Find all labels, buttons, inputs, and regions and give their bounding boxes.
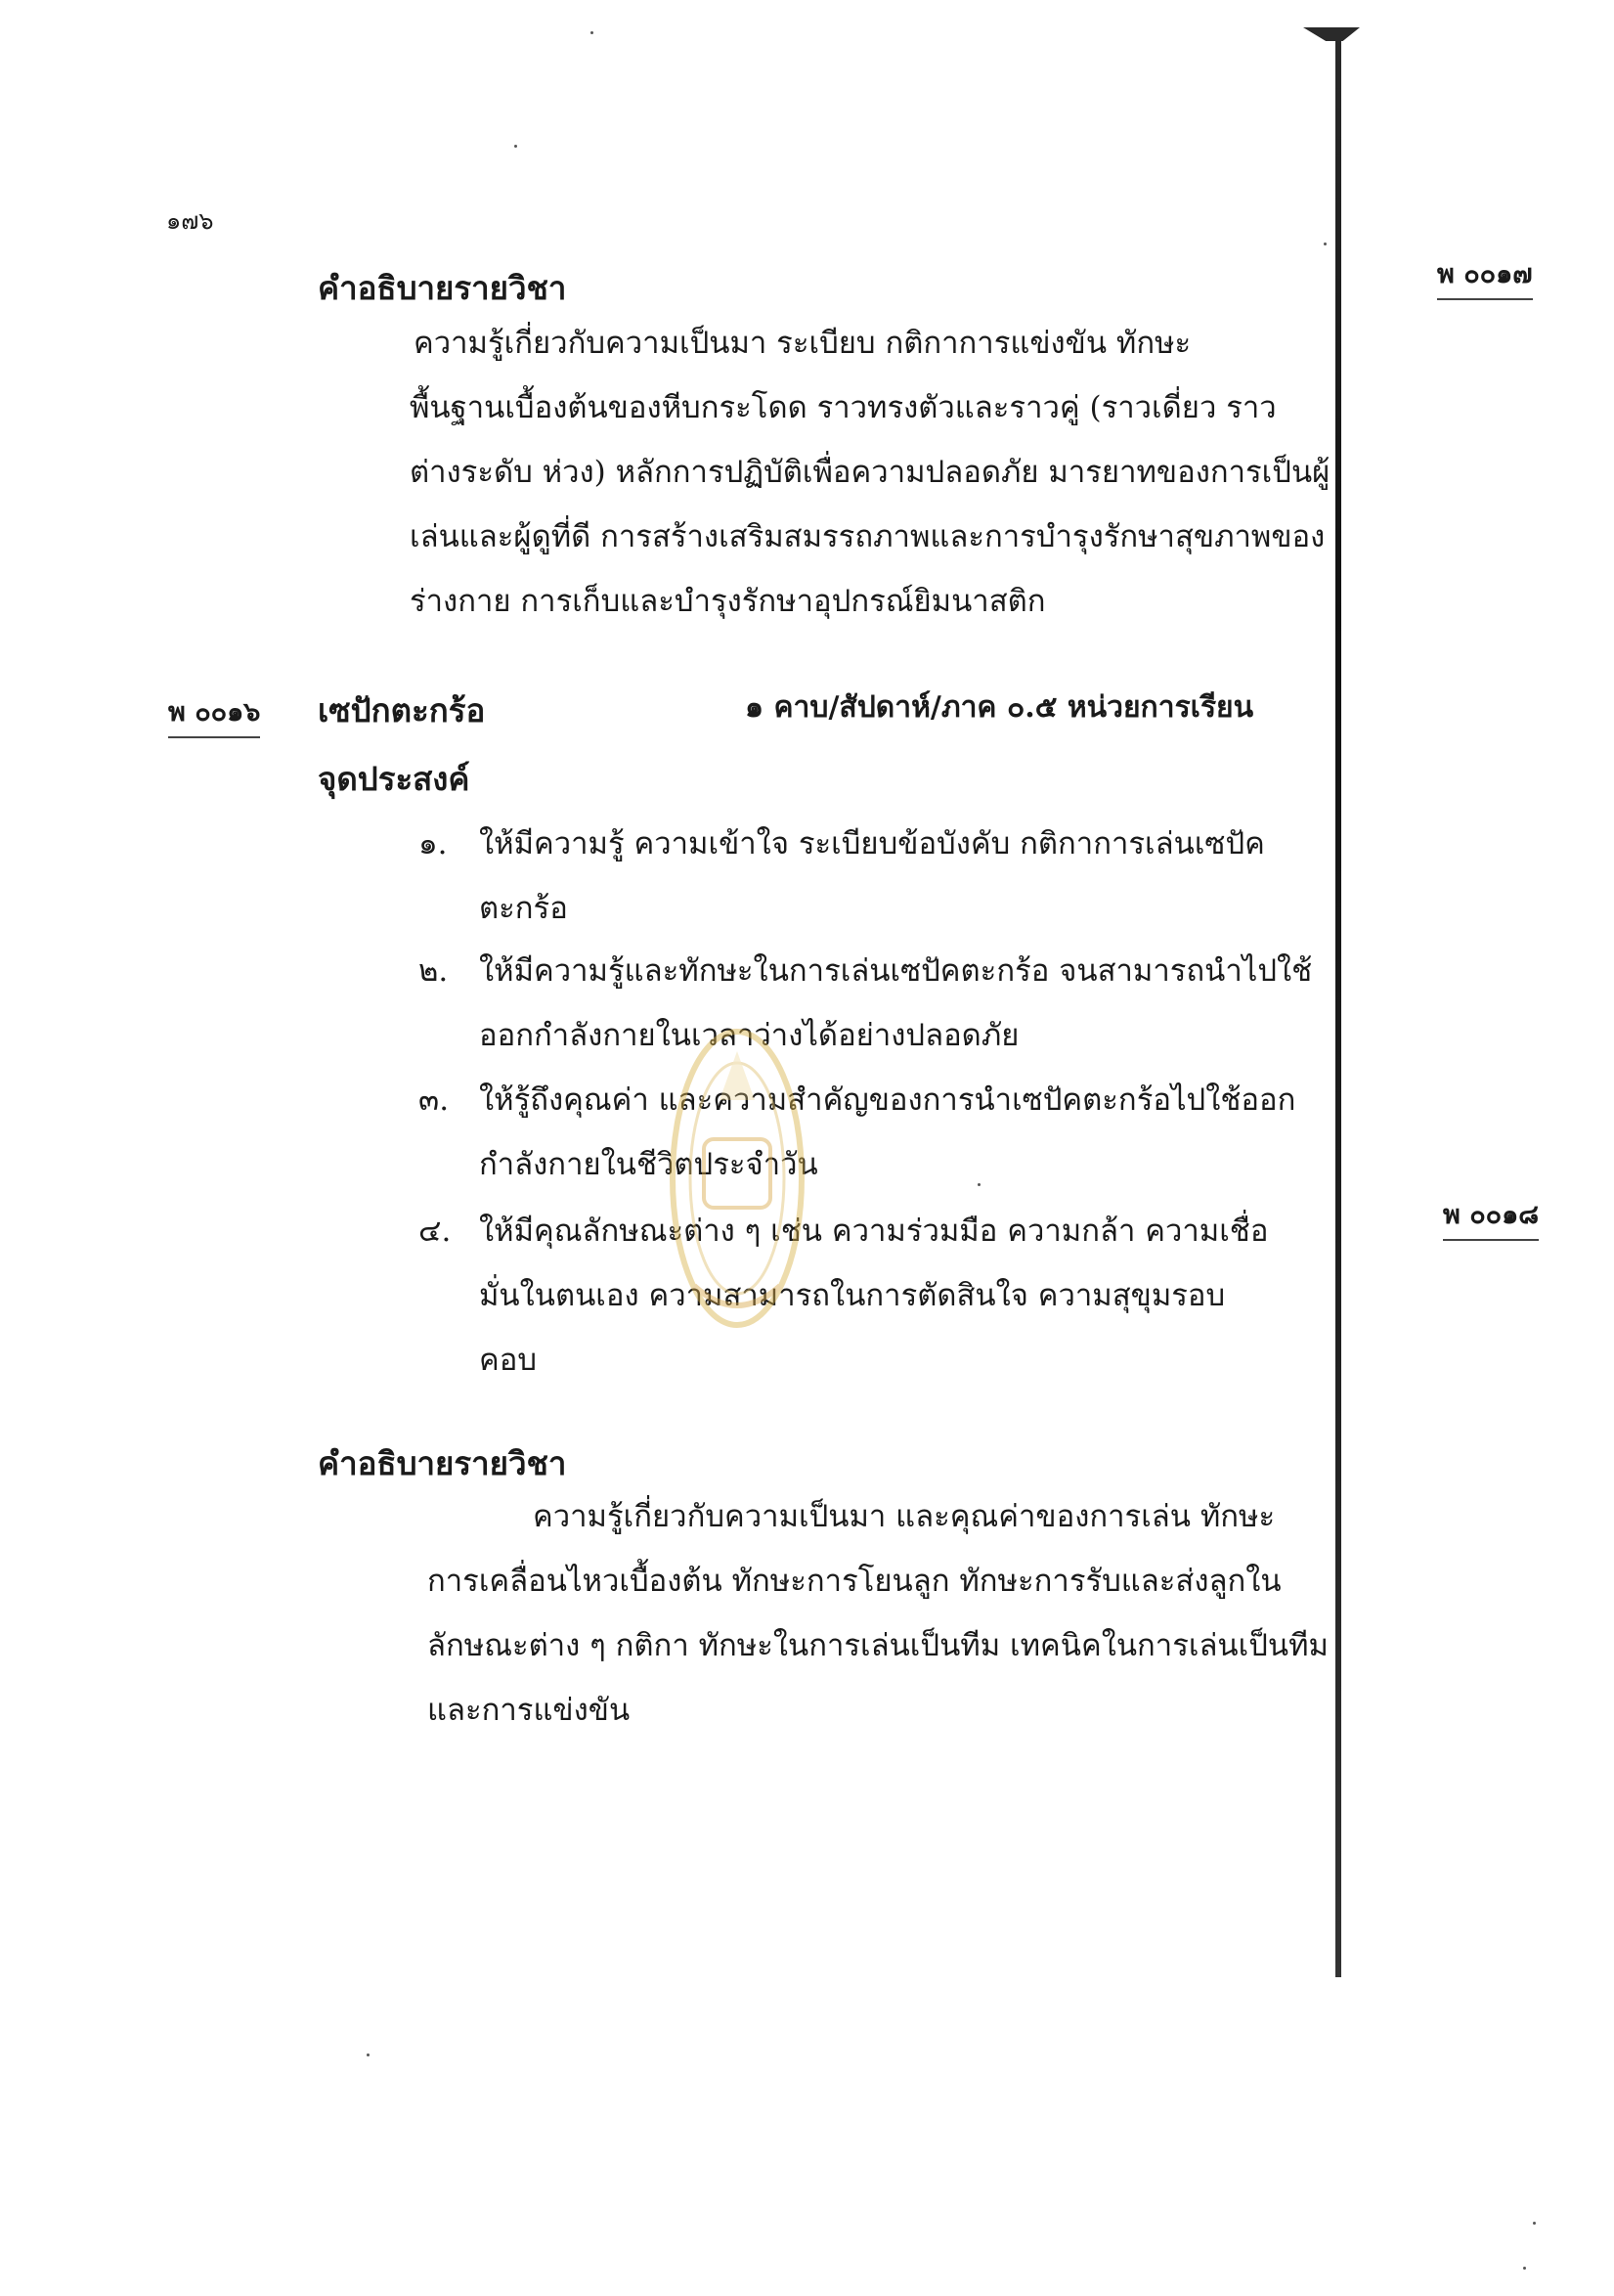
paragraph-line: และการแข่งขัน	[427, 1693, 631, 1728]
course-description-paragraph	[414, 311, 1191, 375]
scan-speck	[1324, 243, 1327, 245]
objective-number: ๓.	[418, 1082, 450, 1118]
objective-line: ออกกำลังกายในเวลาว่างได้อย่างปลอดภัย	[479, 1018, 1020, 1053]
objective-line: ให้มีคุณลักษณะต่าง ๆ เช่น ความร่วมมือ ความกล้า ความเชื่อ	[479, 1214, 1269, 1249]
course-hours: ๑ คาบ/สัปดาห์/ภาค ๐.๕ หน่วยการเรียน	[745, 690, 1254, 725]
objective-number: ๑.	[418, 826, 448, 861]
objective-line: ตะกร้อ	[479, 891, 568, 926]
binding-edge-line	[1335, 29, 1341, 1977]
scan-speck	[514, 145, 517, 148]
course-description-heading: คำอธิบายรายวิชา	[318, 269, 567, 307]
paragraph-line: การเคลื่อนไหวเบื้องต้น ทักษะการโยนลูก ทักษะการรับและส่งลูกใน	[427, 1564, 1282, 1599]
objective-line: ให้มีความรู้และทักษะในการเล่นเซปัคตะกร้อ จนสามารถนำไปใช้	[479, 953, 1313, 989]
scan-speck	[367, 2053, 370, 2056]
course-description-paragraph-cont	[410, 375, 1330, 634]
scan-speck	[1523, 2267, 1526, 2270]
objective-text	[479, 1068, 1295, 1197]
objective-line: คอบ	[479, 1343, 538, 1378]
paragraph-line: ความรู้เกี่ยวกับความเป็นมา และคุณค่าของการเล่น ทักษะ	[533, 1499, 1276, 1534]
scan-speck	[1533, 2222, 1536, 2225]
course-description-heading-2: คำอธิบายรายวิชา	[318, 1444, 567, 1482]
paragraph-line: เล่นและผู้ดูที่ดี การสร้างเสริมสมรรถภาพและการบำรุงรักษาสุขภาพของ	[410, 519, 1326, 554]
objective-number: ๒.	[418, 953, 449, 989]
right-course-code-middle: พ ๐๐๑๘	[1443, 1193, 1539, 1241]
objective-text	[479, 812, 1265, 941]
objective-line: ให้รู้ถึงคุณค่า และความสำคัญของการนำเซปัคตะกร้อไปใช้ออก	[479, 1082, 1296, 1118]
right-course-code-top: พ ๐๐๑๗	[1437, 252, 1533, 300]
objective-line: กำลังกายในชีวิตประจำวัน	[479, 1147, 818, 1182]
page-number: ๑๗๖	[166, 207, 214, 235]
course-name: เซปักตะกร้อ	[318, 691, 486, 729]
objective-text	[479, 1199, 1268, 1392]
course-description-paragraph-2-cont	[427, 1549, 1329, 1743]
paragraph-line: ร่างกาย การเก็บและบำรุงรักษาอุปกรณ์ยิมนาสติก	[410, 584, 1046, 619]
course-description-paragraph-2	[533, 1484, 1275, 1549]
objective-line: มั่นในตนเอง ความสามารถในการตัดสินใจ ความสุขุมรอบ	[479, 1278, 1226, 1313]
objective-line: ให้มีความรู้ ความเข้าใจ ระเบียบข้อบังคับ กติกาการเล่นเซปัค	[479, 826, 1265, 861]
objective-text	[479, 939, 1312, 1068]
course-code: พ ๐๐๑๖	[168, 690, 260, 738]
paragraph-line: ความรู้เกี่ยวกับความเป็นมา ระเบียบ กติกาการแข่งขัน ทักษะ	[414, 326, 1192, 361]
paragraph-line: พื้นฐานเบื้องต้นของหีบกระโดด ราวทรงตัวและราวคู่ (ราวเดี่ยว ราว	[410, 390, 1277, 425]
scan-speck	[590, 31, 593, 34]
watermark-seal-icon	[665, 993, 809, 1364]
paragraph-line: ลักษณะต่าง ๆ กติกา ทักษะในการเล่นเป็นทีม เทคนิคในการเล่นเป็นทีม	[427, 1628, 1329, 1663]
binding-clip-shape	[1303, 27, 1360, 41]
objective-number: ๔.	[418, 1214, 452, 1249]
objectives-heading: จุดประสงค์	[318, 760, 470, 798]
scan-speck	[978, 1183, 981, 1186]
paragraph-line: ต่างระดับ ห่วง) หลักการปฏิบัติเพื่อความปลอดภัย มารยาทของการเป็นผู้	[410, 455, 1330, 490]
